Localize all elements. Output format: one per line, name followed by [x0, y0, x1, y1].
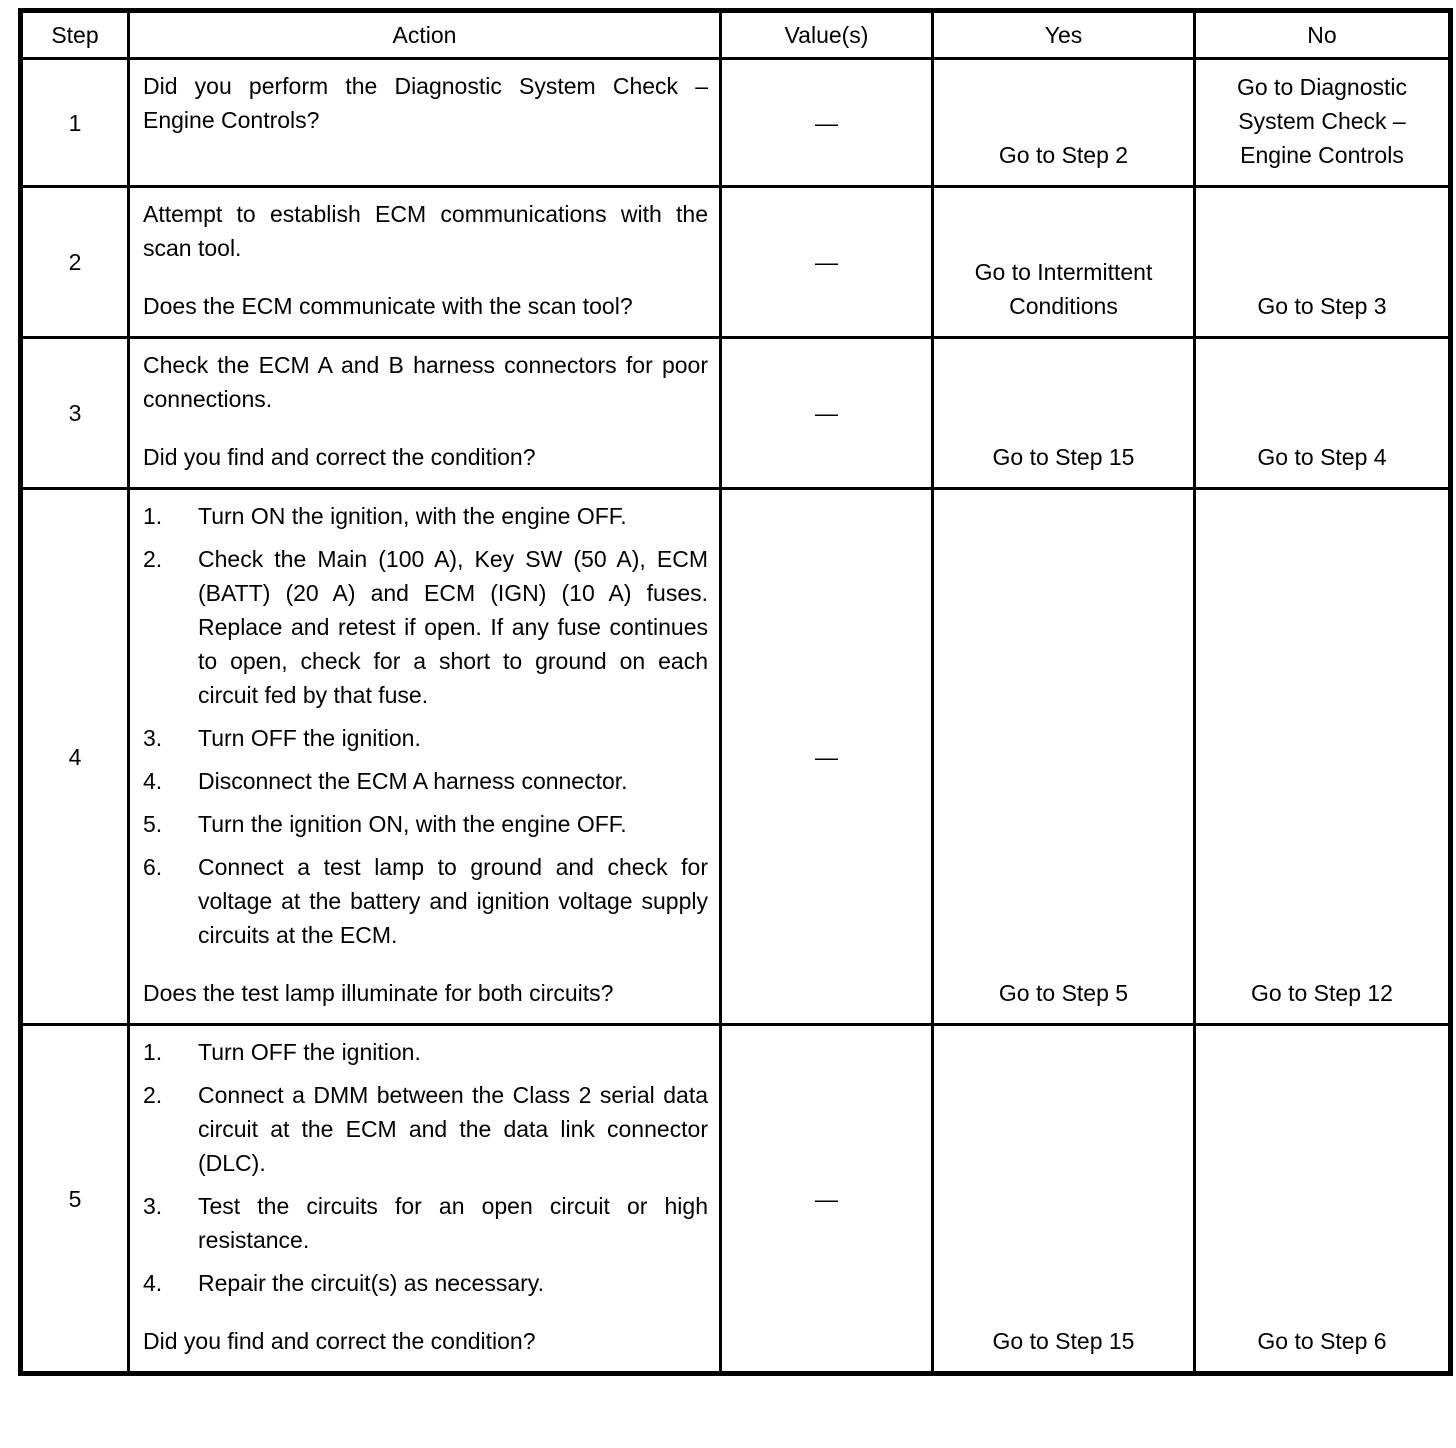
- list-item-number: 2.: [143, 1082, 163, 1108]
- list-item-number: 3.: [143, 1193, 163, 1219]
- list-item-text: Repair the circuit(s) as necessary.: [198, 1270, 544, 1296]
- list-item-number: 1.: [143, 503, 163, 529]
- list-item-text: Connect a test lamp to ground and check for voltage at the battery and ignition voltage supply circuits at the ECM.: [198, 854, 708, 948]
- col-header-values: Value(s): [721, 11, 933, 59]
- action-cell: [129, 338, 721, 489]
- no-cell: Go to Step 6: [1195, 1025, 1451, 1374]
- value-cell: —: [721, 59, 933, 187]
- table-row-step-4: [21, 489, 1451, 1025]
- value-cell: —: [721, 489, 933, 1025]
- yes-cell: Go to Step 5: [933, 489, 1195, 1025]
- action-list-item: [143, 1078, 708, 1180]
- action-list-item: [143, 721, 708, 755]
- yes-cell: Go to Step 2: [933, 59, 1195, 187]
- action-numbered-list: [143, 499, 708, 952]
- header-row: [21, 11, 1451, 59]
- yes-cell: Go to Intermittent Conditions: [933, 187, 1195, 338]
- list-item-text: Turn OFF the ignition.: [198, 725, 421, 751]
- action-list-item: [143, 1035, 708, 1069]
- list-item-number: 5.: [143, 811, 163, 837]
- yes-cell: Go to Step 15: [933, 338, 1195, 489]
- table-row-step-1: [21, 59, 1451, 187]
- action-question: Did you find and correct the condition?: [143, 444, 536, 470]
- list-item-text: Check the Main (100 A), Key SW (50 A), ECM (BATT) (20 A) and ECM (IGN) (10 A) fuses. Replace and retest if open. If any fuse continues to open, check for a short to ground on each circuit fed by that fuse.: [198, 546, 708, 708]
- action-list-item: [143, 850, 708, 952]
- step-number: 2: [21, 187, 129, 338]
- action-question: Did you find and correct the condition?: [143, 1328, 536, 1354]
- table-row-step-2: [21, 187, 1451, 338]
- value-cell: —: [721, 187, 933, 338]
- list-item-text: Disconnect the ECM A harness connector.: [198, 768, 628, 794]
- list-item-number: 1.: [143, 1039, 163, 1065]
- action-cell: [129, 187, 721, 338]
- action-paragraph: Attempt to establish ECM communications with the scan tool.: [143, 201, 708, 261]
- list-item-number: 6.: [143, 854, 163, 880]
- step-number: 5: [21, 1025, 129, 1374]
- action-list-item: [143, 764, 708, 798]
- list-item-text: Test the circuits for an open circuit or high resistance.: [198, 1193, 708, 1253]
- list-item-text: Turn OFF the ignition.: [198, 1039, 421, 1065]
- action-cell: [129, 59, 721, 187]
- action-paragraph: Check the ECM A and B harness connectors for poor connections.: [143, 352, 708, 412]
- list-item-number: 3.: [143, 725, 163, 751]
- list-item-number: 4.: [143, 768, 163, 794]
- list-item-text: Turn ON the ignition, with the engine OFF.: [198, 503, 627, 529]
- list-item-text: Connect a DMM between the Class 2 serial data circuit at the ECM and the data link connector (DLC).: [198, 1082, 708, 1176]
- diagnostic-steps-table: [18, 8, 1453, 1376]
- action-list-item: [143, 542, 708, 712]
- no-cell: Go to Diagnostic System Check – Engine Controls: [1195, 59, 1451, 187]
- action-numbered-list: [143, 1035, 708, 1300]
- col-header-no: No: [1195, 11, 1451, 59]
- table-row-step-3: [21, 338, 1451, 489]
- step-number: 4: [21, 489, 129, 1025]
- col-header-step: Step: [21, 11, 129, 59]
- action-list-item: [143, 499, 708, 533]
- list-item-text: Turn the ignition ON, with the engine OFF.: [198, 811, 627, 837]
- value-cell: —: [721, 338, 933, 489]
- table-row-step-5: [21, 1025, 1451, 1374]
- action-cell: [129, 489, 721, 1025]
- action-paragraph: Did you perform the Diagnostic System Check – Engine Controls?: [143, 73, 708, 133]
- action-list-item: [143, 1266, 708, 1300]
- col-header-action: Action: [129, 11, 721, 59]
- step-number: 1: [21, 59, 129, 187]
- action-list-item: [143, 1189, 708, 1257]
- no-cell: Go to Step 12: [1195, 489, 1451, 1025]
- value-cell: —: [721, 1025, 933, 1374]
- yes-cell: Go to Step 15: [933, 1025, 1195, 1374]
- no-cell: Go to Step 4: [1195, 338, 1451, 489]
- step-number: 3: [21, 338, 129, 489]
- list-item-number: 4.: [143, 1270, 163, 1296]
- action-question: Does the ECM communicate with the scan tool?: [143, 293, 633, 319]
- no-cell: Go to Step 3: [1195, 187, 1451, 338]
- action-question: Does the test lamp illuminate for both circuits?: [143, 980, 614, 1006]
- col-header-yes: Yes: [933, 11, 1195, 59]
- action-list-item: [143, 807, 708, 841]
- action-cell: [129, 1025, 721, 1374]
- list-item-number: 2.: [143, 546, 163, 572]
